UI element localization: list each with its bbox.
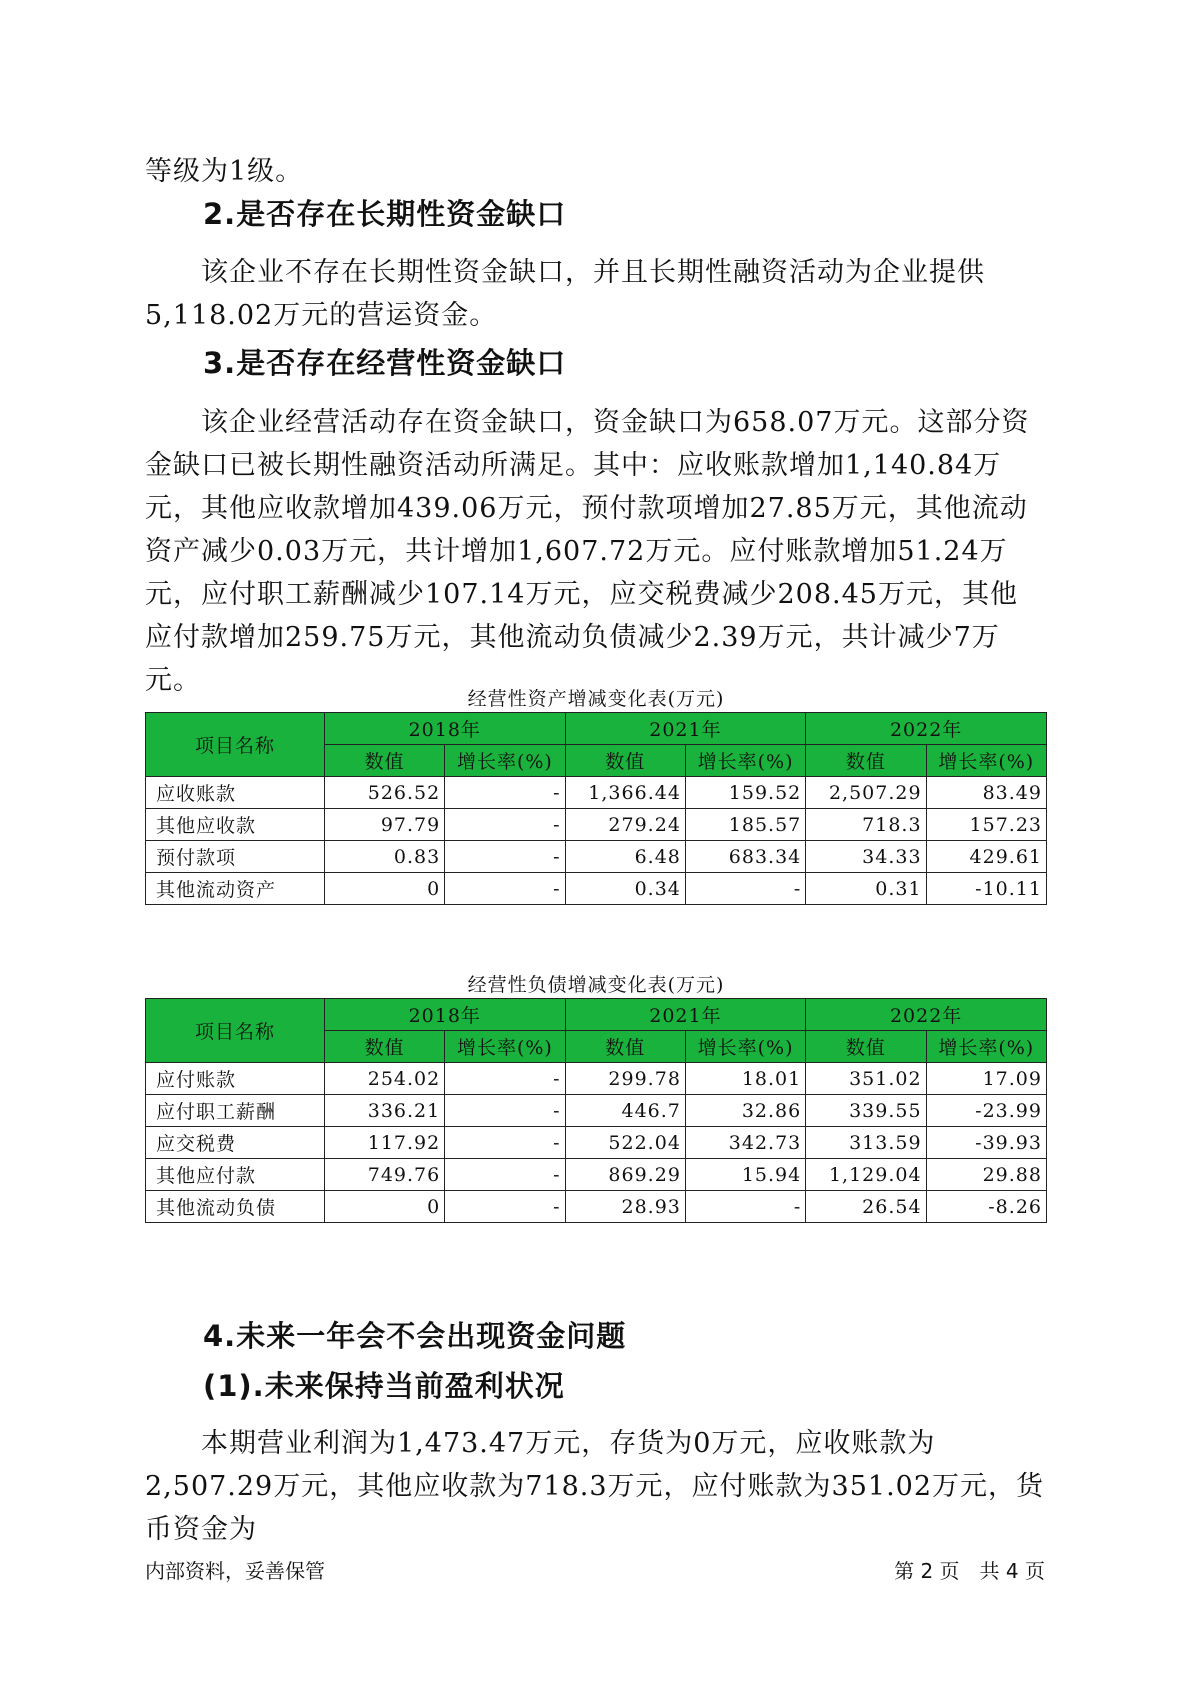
cell-growth: - xyxy=(685,873,805,905)
header-year: 2018年 xyxy=(324,713,565,745)
liabilities-table xyxy=(145,998,1047,1223)
table-row xyxy=(146,809,1047,841)
row-name: 应收账款 xyxy=(146,777,325,809)
cell-growth: - xyxy=(685,1191,805,1223)
cell-growth: -8.26 xyxy=(926,1191,1046,1223)
header-year: 2021年 xyxy=(565,713,806,745)
header-value: 数值 xyxy=(565,745,685,777)
header-growth: 增长率(%) xyxy=(445,745,565,777)
cell-value: 0.34 xyxy=(565,873,685,905)
section-heading-3: 3.是否存在经营性资金缺口 xyxy=(203,346,567,380)
table-row xyxy=(146,777,1047,809)
row-name: 其他应付款 xyxy=(146,1159,325,1191)
cell-growth: 17.09 xyxy=(926,1063,1046,1095)
header-value: 数值 xyxy=(324,745,444,777)
cell-value: 2,507.29 xyxy=(806,777,926,809)
cell-growth: 32.86 xyxy=(685,1095,805,1127)
cell-growth: 18.01 xyxy=(685,1063,805,1095)
cell-growth: - xyxy=(445,1063,565,1095)
cell-value: 446.7 xyxy=(565,1095,685,1127)
paragraph-profit: 本期营业利润为1,473.47万元，存货为0万元，应收账款为2,507.29万元，其他应收款为718.3万元，应付账款为351.02万元，货币资金为 xyxy=(145,1428,1045,1545)
section-heading-2: 2.是否存在长期性资金缺口 xyxy=(203,197,567,231)
header-value: 数值 xyxy=(565,1031,685,1063)
cell-growth: -39.93 xyxy=(926,1127,1046,1159)
cell-growth: 342.73 xyxy=(685,1127,805,1159)
table-row xyxy=(146,1063,1047,1095)
cell-growth: 29.88 xyxy=(926,1159,1046,1191)
cell-value: 339.55 xyxy=(806,1095,926,1127)
table-row xyxy=(146,1191,1047,1223)
cell-value: 351.02 xyxy=(806,1063,926,1095)
cell-value: 34.33 xyxy=(806,841,926,873)
cell-value: 0 xyxy=(324,1191,444,1223)
subsection-heading-4-1: (1).未来保持当前盈利状况 xyxy=(203,1369,565,1403)
header-year: 2022年 xyxy=(806,713,1047,745)
cell-value: 254.02 xyxy=(324,1063,444,1095)
cell-growth: 157.23 xyxy=(926,809,1046,841)
cell-value: 97.79 xyxy=(324,809,444,841)
cell-growth: - xyxy=(445,873,565,905)
cell-growth: 159.52 xyxy=(685,777,805,809)
footer-confidential: 内部资料，妥善保管 xyxy=(145,1559,325,1583)
table-row xyxy=(146,873,1047,905)
table-caption-assets: 经营性资产增减变化表(万元) xyxy=(467,688,725,710)
paragraph-level: 等级为1级。 xyxy=(145,156,304,187)
cell-value: 26.54 xyxy=(806,1191,926,1223)
cell-value: 1,129.04 xyxy=(806,1159,926,1191)
cell-value: 718.3 xyxy=(806,809,926,841)
cell-growth: -23.99 xyxy=(926,1095,1046,1127)
table-row xyxy=(146,1095,1047,1127)
cell-growth: - xyxy=(445,1095,565,1127)
cell-growth: - xyxy=(445,1159,565,1191)
cell-growth: -10.11 xyxy=(926,873,1046,905)
cell-value: 749.76 xyxy=(324,1159,444,1191)
header-growth: 增长率(%) xyxy=(685,745,805,777)
table-row xyxy=(146,1127,1047,1159)
cell-value: 6.48 xyxy=(565,841,685,873)
cell-growth: 185.57 xyxy=(685,809,805,841)
row-name: 应交税费 xyxy=(146,1127,325,1159)
cell-growth: 429.61 xyxy=(926,841,1046,873)
assets-table xyxy=(145,712,1047,905)
header-growth: 增长率(%) xyxy=(445,1031,565,1063)
header-item-name: 项目名称 xyxy=(146,713,325,777)
table-caption-liabilities: 经营性负债增减变化表(万元) xyxy=(467,974,725,996)
cell-value: 526.52 xyxy=(324,777,444,809)
footer-page-number: 第 2 页 共 4 页 xyxy=(894,1559,1045,1583)
section-heading-4: 4.未来一年会不会出现资金问题 xyxy=(203,1319,627,1353)
cell-growth: 683.34 xyxy=(685,841,805,873)
table-row xyxy=(146,1159,1047,1191)
header-growth: 增长率(%) xyxy=(926,745,1046,777)
cell-growth: - xyxy=(445,1191,565,1223)
cell-value: 0 xyxy=(324,873,444,905)
header-item-name: 项目名称 xyxy=(146,999,325,1063)
row-name: 其他流动资产 xyxy=(146,873,325,905)
row-name: 应付账款 xyxy=(146,1063,325,1095)
cell-value: 522.04 xyxy=(565,1127,685,1159)
cell-value: 336.21 xyxy=(324,1095,444,1127)
cell-growth: 83.49 xyxy=(926,777,1046,809)
row-name: 预付款项 xyxy=(146,841,325,873)
header-year: 2022年 xyxy=(806,999,1047,1031)
header-year: 2018年 xyxy=(324,999,565,1031)
header-growth: 增长率(%) xyxy=(685,1031,805,1063)
paragraph-operating-gap: 该企业经营活动存在资金缺口，资金缺口为658.07万元。这部分资金缺口已被长期性融资活动所满足。其中：应收账款增加1,140.84万元，其他应收款增加439.06万元，预付款项增加27.85万元，其他流动资产减少0.03万元，共计增加1,607.72万元。应付账款增加51.24万元，应付职工薪酬减少107.14万元，应交税费减少208.45万元，其他应付款增加259.75万元，其他流动负债减少2.39万元，共计减少7万元。 xyxy=(145,407,1030,696)
header-year: 2021年 xyxy=(565,999,806,1031)
cell-value: 117.92 xyxy=(324,1127,444,1159)
header-growth: 增长率(%) xyxy=(926,1031,1046,1063)
cell-value: 299.78 xyxy=(565,1063,685,1095)
cell-growth: - xyxy=(445,777,565,809)
table-row xyxy=(146,841,1047,873)
cell-growth: - xyxy=(445,841,565,873)
cell-value: 869.29 xyxy=(565,1159,685,1191)
header-value: 数值 xyxy=(324,1031,444,1063)
header-value: 数值 xyxy=(806,745,926,777)
row-name: 其他流动负债 xyxy=(146,1191,325,1223)
cell-value: 313.59 xyxy=(806,1127,926,1159)
cell-growth: 15.94 xyxy=(685,1159,805,1191)
row-name: 应付职工薪酬 xyxy=(146,1095,325,1127)
cell-growth: - xyxy=(445,1127,565,1159)
cell-value: 1,366.44 xyxy=(565,777,685,809)
cell-value: 279.24 xyxy=(565,809,685,841)
row-name: 其他应收款 xyxy=(146,809,325,841)
cell-value: 0.83 xyxy=(324,841,444,873)
header-value: 数值 xyxy=(806,1031,926,1063)
cell-value: 0.31 xyxy=(806,873,926,905)
cell-growth: - xyxy=(445,809,565,841)
cell-value: 28.93 xyxy=(565,1191,685,1223)
paragraph-long-term-gap: 该企业不存在长期性资金缺口，并且长期性融资活动为企业提供5,118.02万元的营运资金。 xyxy=(145,257,985,331)
